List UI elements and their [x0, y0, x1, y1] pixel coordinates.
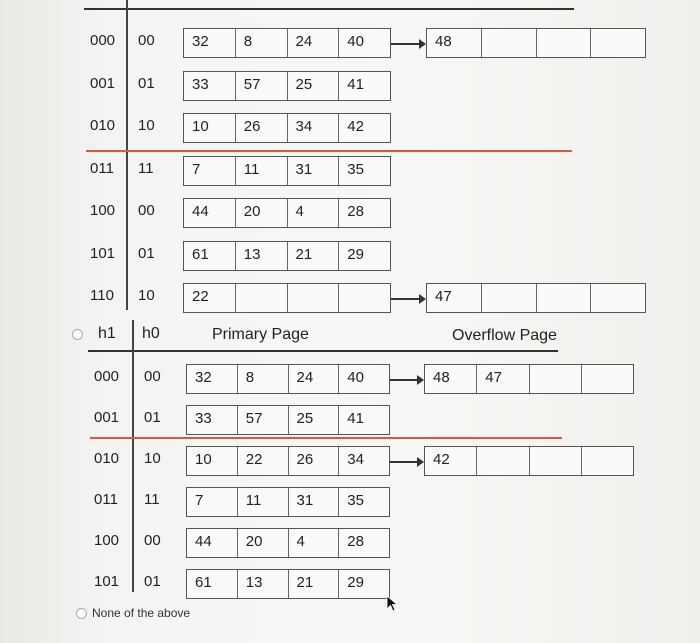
h1-header: h1 [98, 325, 116, 342]
h0-value: 11 [144, 491, 160, 508]
overflow-pointer-arrow [390, 461, 418, 463]
page-slot: 22 [192, 288, 209, 305]
primary-page [186, 364, 390, 394]
h0-value: 01 [138, 74, 155, 92]
h1-value: 010 [90, 117, 116, 134]
page-slot [536, 29, 591, 57]
primary-page [183, 241, 391, 271]
page-slot: 57 [237, 406, 288, 434]
page-slot: 25 [287, 72, 339, 100]
h0-value: 00 [138, 32, 155, 49]
page-slot: 7 [192, 160, 201, 178]
table-b-header-rule [88, 350, 558, 352]
h0-value: 10 [138, 287, 155, 304]
table-b-split-line [90, 437, 562, 439]
page-slot: 42 [338, 114, 390, 142]
overflow-page [426, 283, 646, 313]
page-slot: 41 [338, 72, 390, 100]
overflow-page [426, 28, 646, 58]
page-slot: 11 [235, 157, 287, 185]
page-slot [581, 365, 633, 393]
page-slot: 47 [435, 288, 452, 305]
page-slot: 32 [195, 369, 212, 386]
page-slot: 44 [192, 203, 209, 220]
page-slot: 33 [195, 410, 212, 427]
page-slot: 48 [435, 33, 452, 50]
table-a-header-rule [84, 8, 574, 10]
page-slot: 42 [433, 451, 450, 468]
page-slot [481, 29, 536, 57]
mouse-cursor-icon [386, 595, 400, 613]
h1-value: 001 [94, 409, 120, 426]
page-slot: 25 [288, 406, 339, 434]
overflow-page [424, 446, 634, 476]
h1-value: 100 [94, 532, 120, 549]
h1-value: 000 [94, 368, 120, 385]
h1-value: 000 [90, 32, 116, 49]
page-slot: 61 [195, 574, 212, 591]
primary-page [186, 569, 390, 599]
h1-value: 010 [94, 450, 120, 467]
h0-value: 11 [138, 159, 154, 177]
page-slot: 8 [235, 29, 287, 57]
page-slot: 44 [195, 533, 212, 550]
none-option-radio[interactable] [76, 608, 87, 619]
page-slot: 24 [287, 29, 339, 57]
page-slot [481, 284, 536, 312]
h1-value: 011 [94, 491, 118, 508]
page-slot [529, 365, 581, 393]
h0-value: 00 [144, 368, 161, 385]
page-slot: 31 [287, 157, 339, 185]
page-slot: 57 [235, 72, 287, 100]
overflow-pointer-arrow [390, 379, 418, 381]
primary-page [186, 487, 390, 517]
page-slot: 33 [192, 75, 209, 93]
page-slot [590, 29, 645, 57]
overflow-page [424, 364, 634, 394]
page-slot [529, 447, 581, 475]
page-slot [338, 284, 390, 312]
h1-value: 110 [90, 287, 114, 304]
primary-page [183, 283, 391, 313]
page-slot: 10 [195, 451, 212, 468]
h0-value: 10 [138, 117, 155, 134]
overflow-pointer-arrow [391, 43, 420, 45]
page-slot: 35 [338, 488, 389, 516]
page-slot [287, 284, 339, 312]
h0-value: 00 [144, 532, 161, 549]
page-slot: 11 [237, 488, 288, 516]
primary-page [183, 71, 391, 101]
h0-header: h0 [142, 325, 160, 342]
h0-value: 01 [144, 573, 161, 590]
page-slot [581, 447, 633, 475]
page-slot [476, 447, 528, 475]
primary-page [183, 156, 391, 186]
page-slot: 35 [338, 157, 390, 185]
page-slot: 20 [237, 529, 288, 557]
page-slot: 32 [192, 33, 209, 50]
page-slot: 21 [287, 242, 339, 270]
page-slot: 8 [237, 365, 288, 393]
page-slot: 7 [195, 492, 204, 509]
table-a-split-line [86, 150, 572, 152]
primary-page [183, 198, 391, 228]
page-slot [235, 284, 287, 312]
page-slot: 40 [338, 365, 389, 393]
option-b-radio[interactable] [72, 329, 83, 340]
h0-value: 10 [144, 450, 161, 467]
h1-value: 101 [90, 244, 116, 262]
overflow-page-header: Overflow Page [452, 327, 557, 344]
table-b-column-divider [132, 320, 134, 592]
page-slot: 31 [288, 488, 339, 516]
table-a-column-divider [126, 0, 128, 310]
page-slot: 13 [235, 242, 287, 270]
h1-value: 001 [90, 74, 116, 92]
page-slot [590, 284, 645, 312]
h1-value: 101 [94, 573, 120, 590]
page-slot: 28 [338, 199, 390, 227]
page-slot [536, 284, 591, 312]
page-slot: 10 [192, 118, 209, 135]
primary-page [186, 405, 390, 435]
h0-value: 01 [144, 409, 161, 426]
primary-page-header: Primary Page [212, 326, 309, 343]
page-slot: 29 [338, 570, 389, 598]
page-slot: 24 [288, 365, 339, 393]
page-slot: 29 [338, 242, 390, 270]
page-slot: 34 [338, 447, 389, 475]
page-slot: 4 [287, 199, 339, 227]
page-slot: 26 [235, 114, 287, 142]
page-slot: 34 [287, 114, 339, 142]
page-slot: 22 [237, 447, 288, 475]
h0-value: 01 [138, 244, 155, 262]
h1-value: 011 [90, 159, 114, 177]
primary-page [183, 28, 391, 58]
page-slot: 48 [433, 369, 450, 386]
primary-page [186, 528, 390, 558]
page-slot: 61 [192, 245, 209, 263]
page-slot: 21 [288, 570, 339, 598]
h0-value: 00 [138, 202, 155, 219]
page-slot: 40 [338, 29, 390, 57]
overflow-pointer-arrow [391, 298, 420, 300]
page-slot: 41 [338, 406, 389, 434]
primary-page [183, 113, 391, 143]
page-slot: 13 [237, 570, 288, 598]
page-slot: 26 [288, 447, 339, 475]
page-slot: 4 [288, 529, 339, 557]
primary-page [186, 446, 390, 476]
page-slot: 47 [476, 365, 528, 393]
page-slot: 20 [235, 199, 287, 227]
h1-value: 100 [90, 202, 116, 219]
none-option-label: None of the above [92, 606, 191, 620]
page-slot: 28 [338, 529, 389, 557]
